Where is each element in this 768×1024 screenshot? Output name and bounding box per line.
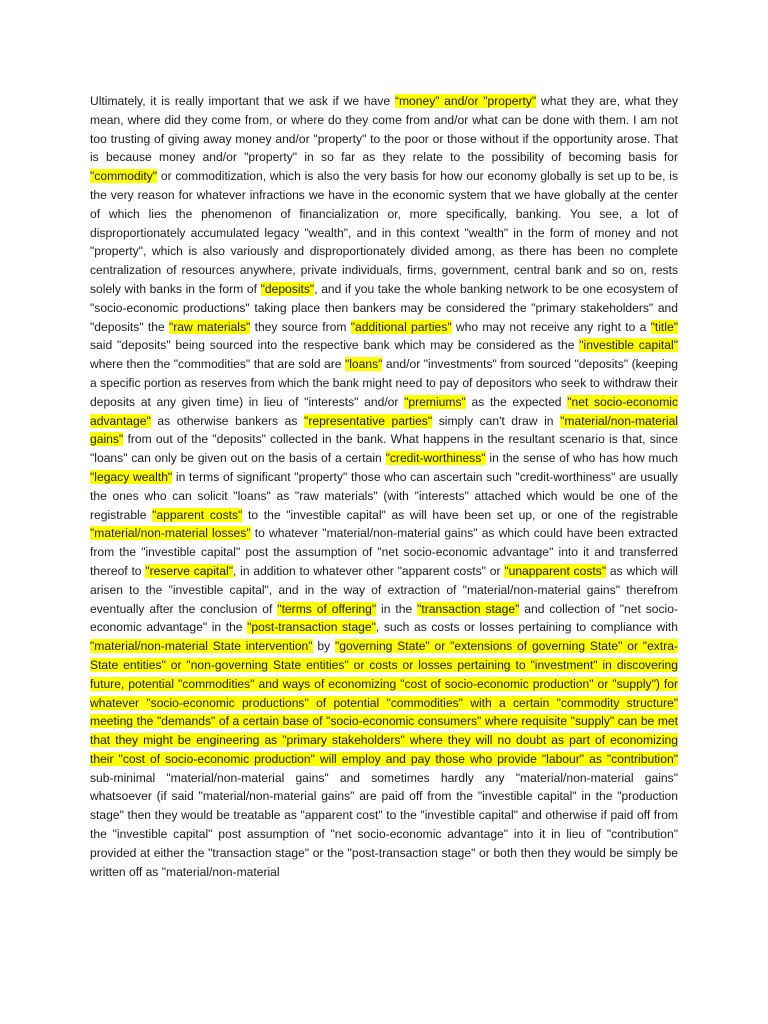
text-segment: as otherwise bankers as xyxy=(150,413,305,428)
text-segment: simply can't draw in xyxy=(432,413,561,428)
document-page xyxy=(90,92,678,881)
text-segment: as the expected xyxy=(465,394,568,409)
highlighted-text: "raw materials" xyxy=(168,319,251,334)
highlighted-text: "material/non-material gains" xyxy=(90,413,678,447)
highlighted-text: "commodity" xyxy=(90,169,158,184)
highlighted-text: "apparent costs" xyxy=(152,507,243,522)
text-segment: they source from xyxy=(250,319,351,334)
body-paragraph xyxy=(90,92,678,881)
text-segment: , such as costs or losses pertaining to compliance with xyxy=(375,620,678,635)
text-segment: in terms of significant "property" those who can ascertain such "credit-worthiness" are usually the ones who can solicit "loans" as "raw materials" (with "interests" attached which would be one of the registrable xyxy=(90,469,678,522)
highlighted-text: "governing State" or "extensions of governing State" or "extra-State entities" or "non-governing State entities" or costs or losses pertaining to "investment" in discovering future, potential "commodities" and ways of economizing "cost of socio-economic production" or "supply") for whatever "socio-economic productions" of potential "commodities" with a certain "commodity structure" meeting the "demands" of a certain base of "socio-economic consumers" where requisite "supply" can be met that they might be engineering as "primary stakeholders" where they will no doubt as part of economizing their "cost of socio-economic production" will employ and pay those who provide "labour" as "contribution" xyxy=(90,639,678,766)
text-segment: to whatever "material/non-material gains" as which could have been extracted from the "investible capital" post the assumption of "net socio-economic advantage" into it and transferred thereof to xyxy=(90,526,678,578)
highlighted-text: "deposits" xyxy=(260,281,315,296)
text-segment: or commoditization, which is also the very basis for how our economy globally is set up to be, is the very reason for whatever infractions we have in the economic system that we have globally at the center of which lies the phenomenon of financialization or, more specifically, banking. You see, a lot of disproportionately accumulated legacy "wealth", and in this context "wealth" in the form of money and not "property", which is also variously and disproportionately divided among, as there has been no complete centralization of resources anywhere, private individuals, firms, government, central bank and so on, rests solely with banks in the form of xyxy=(90,169,678,296)
text-segment: where then the "commodities" that are sold are xyxy=(90,357,345,372)
text-segment: Ultimately, it is really important that we ask if we have xyxy=(90,94,395,108)
highlighted-text: "transaction stage" xyxy=(417,601,520,616)
text-segment: , in addition to whatever other "apparent costs" or xyxy=(233,563,505,578)
text-segment: who may not receive any right to a xyxy=(451,319,651,334)
highlighted-text: "investible capital" xyxy=(579,338,678,353)
text-segment: from out of the "deposits" collected in the bank. What happens in the resultant scenario is that, since "loans" can only be given out on the basis of a certain xyxy=(90,432,678,466)
highlighted-text: "terms of offering" xyxy=(277,601,377,616)
highlighted-text: "material/non-material State intervention" xyxy=(90,639,313,654)
highlighted-text: "unapparent costs" xyxy=(504,563,607,578)
text-segment: in the xyxy=(376,601,418,616)
highlighted-text: "title" xyxy=(650,319,678,334)
highlighted-text: "loans" xyxy=(344,357,383,372)
text-segment: what they are, what they mean, where did they come from, or where do they come from and/or what can be done with them. I am not too trusting of giving away money and/or "property" to the poor or those without if the opportunity arose. That is because money and/or "property" in so far as they relate to the possibility of becoming basis for xyxy=(90,94,678,165)
text-segment: , and if you take the whole banking network to be one ecosystem of "socio-economic productions" taking place then bankers may be considered the "primary stakeholders" and "deposits" the xyxy=(90,281,678,334)
text-segment: and/or "investments" from sourced "deposits" (keeping a specific portion as reserves from which the bank might need to pay of depositors who seek to withdraw their deposits at any given time) in lieu of "interests" and/or xyxy=(90,357,678,409)
text-segment: as which will arisen to the "investible capital", and in the way of extraction of "material/non-material gains" therefrom eventually after the conclusion of xyxy=(90,563,678,616)
highlighted-text: "material/non-material losses" xyxy=(90,526,251,541)
text-segment: sub-minimal "material/non-material gains" and sometimes hardly any "material/non-material gains" whatsoever (if said "material/non-material gains" are paid off from the "investible capital" in the "production stage" then they would be treatable as "apparent cost" to the "investible capital" and otherwise if paid off from the "investible capital" post assumption of "net socio-economic advantage" into it in lieu of "contribution" provided at either the "transaction stage" or the "post-transaction stage" or both then they would be simply be written off as "material/non-material xyxy=(90,770,678,879)
highlighted-text: "post-transaction stage" xyxy=(247,620,376,635)
highlighted-text: "credit-worthiness" xyxy=(385,451,486,466)
text-segment: said "deposits" being sourced into the respective bank which may be considered as the xyxy=(90,338,580,353)
text-segment: and collection of "net socio-economic advantage" in the xyxy=(90,601,678,635)
highlighted-text: “money” and/or "property" xyxy=(394,94,537,108)
text-segment: by xyxy=(312,639,335,654)
highlighted-text: "net socio-economic advantage" xyxy=(90,394,679,428)
highlighted-text: "reserve capital" xyxy=(145,563,233,578)
highlighted-text: "representative parties" xyxy=(304,413,433,428)
text-segment: in the sense of who has how much xyxy=(485,451,679,466)
highlighted-text: "legacy wealth" xyxy=(90,469,173,484)
text-segment: to the "investible capital" as will have been set up, or one of the registrable xyxy=(242,507,678,522)
highlighted-text: "additional parties" xyxy=(350,319,452,334)
highlighted-text: "premiums" xyxy=(404,394,466,409)
